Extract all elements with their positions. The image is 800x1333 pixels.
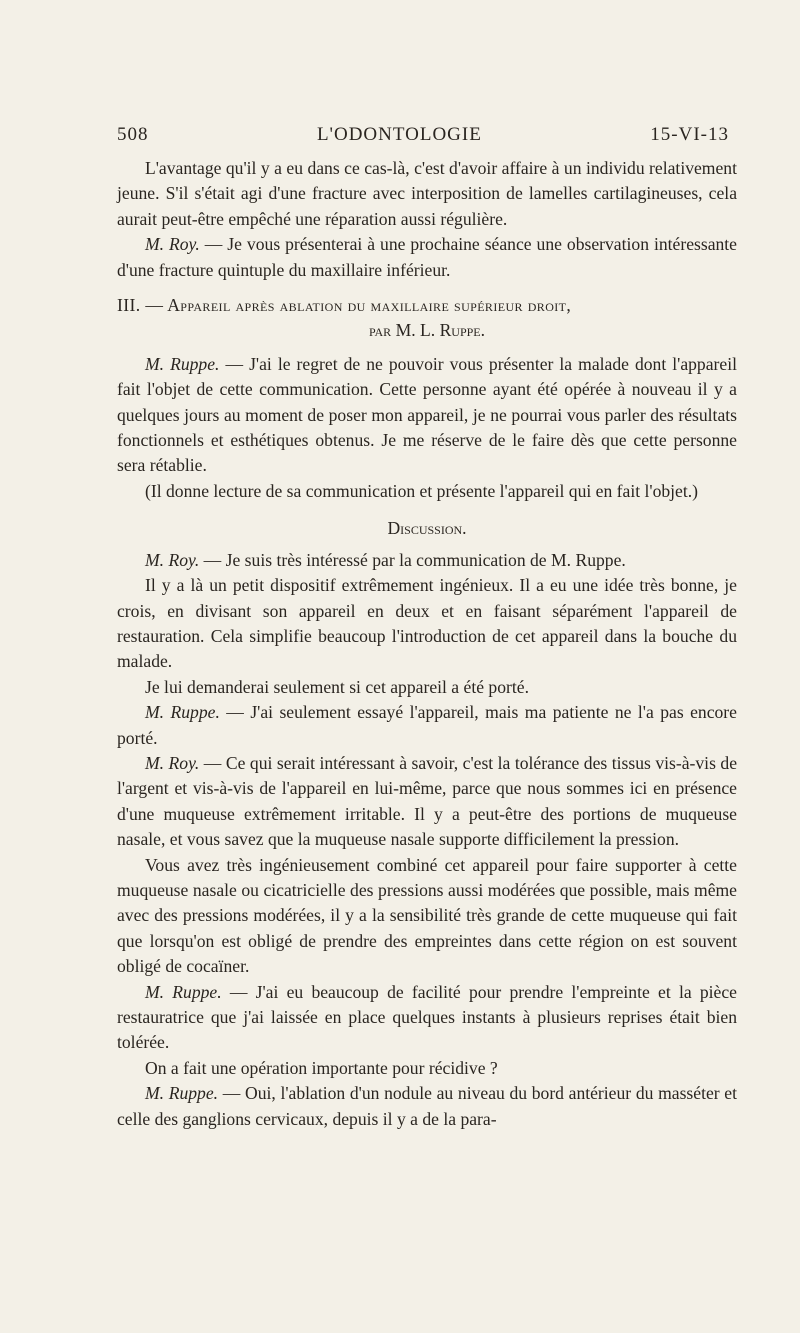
running-title: L'ODONTOLOGIE — [316, 124, 482, 145]
paragraph: M. Ruppe. — J'ai le regret de ne pouvoir vous présenter la malade dont l'appareil fait l'objet de cette communication. Cette personne ayant été opérée à nouveau il y a quelques jours au moment de poser mon appareil, je ne pourrai vous parler des résultats fonctionnels et esthétiques obtenus. Je me réserve de le faire dès que cette personne sera rétablie. — [117, 353, 737, 476]
paragraph: Je lui demanderai seulement si cet appareil a été porté. — [145, 676, 529, 697]
paragraph: M. Roy. — Ce qui serait intéressant à savoir, c'est la tolérance des tissus vis-à-vis de l'argent et vis-à-vis de l'appareil en lui-même, parce que nous sommes ici en présence d'une muqueuse extrêmement irritable. Il y a peut-être des portions de muqueuse nasale, et vous savez que la muqueuse nasale supporte difficilement la pression. — [117, 752, 738, 850]
issue-date: 15-VI-13 — [650, 124, 729, 145]
discussion-heading: Discussion. — [387, 518, 467, 539]
speaker: M. Ruppe. — [145, 353, 220, 374]
speaker: M. Roy. — [145, 752, 200, 773]
page-number: 508 — [117, 124, 149, 145]
paragraph: Vous avez très ingénieusement combiné cet appareil pour faire supporter à cette muqueuse nasale ou cicatricielle des pressions aussi modérées que possible, mais même avec des pressions modérées, il y a la sensibilité très grande de cette muqueuse qui fait que lorsqu'on est obligé de prendre des empreintes dans cette région on est souvent obligé de cocaïner. — [117, 854, 737, 977]
paragraph: M. Ruppe. — Oui, l'ablation d'un nodule au niveau du bord antérieur du masséter et celle des ganglions cervicaux, depuis il y a de la para- — [117, 1083, 737, 1129]
paragraph: On a fait une opération importante pour récidive ? — [145, 1057, 498, 1078]
speaker: M. Roy. — [145, 234, 200, 255]
speaker: M. Ruppe. — [145, 1083, 219, 1104]
speaker: M. Roy. — [145, 549, 200, 570]
speaker: M. Ruppe. — [145, 981, 222, 1002]
body-text — [117, 156, 737, 1132]
section-byline: par M. L. Ruppe. — [368, 320, 486, 341]
section-title: III. — Appareil après ablation du maxillaire supérieur droit, — [117, 295, 572, 316]
paragraph: M. Roy. — Je suis très intéressé par la communication de M. Ruppe. — [145, 549, 626, 570]
speaker: M. Ruppe. — [145, 702, 220, 723]
paragraph: L'avantage qu'il y a eu dans ce cas-là, c'est d'avoir affaire à un individu relativement jeune. S'il s'était agi d'une fracture avec interposition de lamelles cartilagineuses, cela aurait peut-être empêché une réparation aussi régulière. — [117, 158, 737, 229]
paragraph: M. Ruppe. — J'ai eu beaucoup de facilité pour prendre l'empreinte et la pièce restauratrice que j'ai laissée en place quelques instants à plusieurs reprises était bien tolérée. — [117, 981, 737, 1053]
paragraph: (Il donne lecture de sa communication et présente l'appareil qui en fait l'objet.) — [145, 480, 699, 501]
paragraph: Il y a là un petit dispositif extrêmement ingénieux. Il a eu une idée très bonne, je crois, en divisant son appareil en deux et en faisant séparément l'appareil de restauration. Cela simplifie beaucoup l'introduction de cet appareil dans la bouche du malade. — [117, 575, 737, 672]
paragraph: M. Roy. — Je vous présenterai à une prochaine séance une observation intéressante d'une fracture quintuple du maxillaire inférieur. — [117, 234, 737, 280]
paragraph: M. Ruppe. — J'ai seulement essayé l'appareil, mais ma patiente ne l'a pas encore porté. — [117, 702, 737, 748]
running-header — [117, 124, 729, 146]
